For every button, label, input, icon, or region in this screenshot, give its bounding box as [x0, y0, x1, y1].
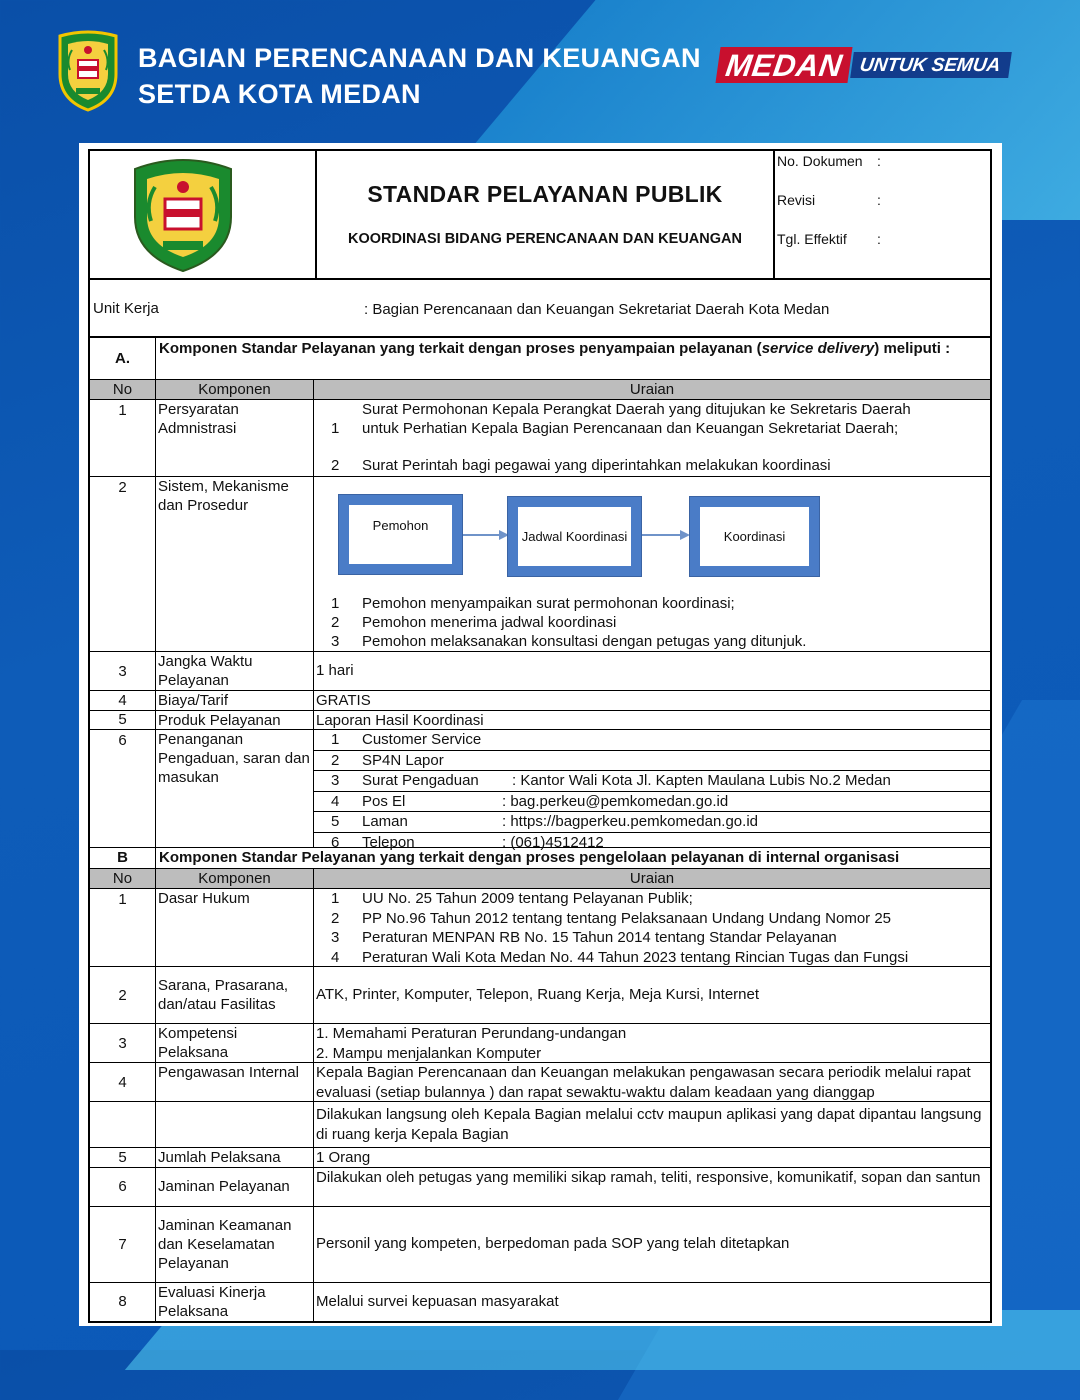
header-title-line2: SETDA KOTA MEDAN [138, 79, 421, 109]
table-row: 3 Jangka Waktu Pelayanan 1 hari [90, 652, 990, 691]
legal-basis-list: 1 UU No. 25 Tahun 2009 tentang Pelayanan Publik; 2 PP No.96 Tahun 2012 tentang tentang Pelaksanaan Undang Undang Nomor 25 3 Peraturan MENPAN RB No. 15 Tahun 2014 tentang Standar Pelayanan 4 Peraturan Wali Kota Medan No. 44 Tahun 2023 tentang Rincian Tugas dan Fungsi [331, 890, 909, 966]
website-link: : https://bagperkeu.pemkomedan.go.id [502, 813, 758, 830]
list-item: 3 Surat Pengaduan : Kantor Wali Kota Jl. Kapten Maulana Lubis No.2 Medan [314, 771, 990, 792]
flowchart-cell: Pemohon Jadwal Koordinasi Koordinasi 1 Pemohon menyampaikan surat permohonan koordinasi; 2 Pemohon menerima jadwal koordinasi 3 Pemohon melaksanakan konsultasi dengan petugas yang ditunjuk. [314, 477, 990, 651]
column-no: No [90, 380, 156, 399]
list-item: 1 Customer Service [314, 730, 990, 751]
section-a-column-header [90, 380, 990, 400]
list-item: 2 SP4N Lapor [314, 751, 990, 772]
flow-step-koordinasi: Koordinasi [689, 496, 820, 577]
document-title-cell [317, 151, 775, 278]
flow-step-pemohon: Pemohon [338, 494, 463, 575]
unit-kerja-value: : Bagian Perencanaan dan Keuangan Sekretariat Daerah Kota Medan [364, 301, 830, 318]
unit-kerja-row [90, 280, 990, 338]
kota-medan-crest-icon [54, 30, 122, 112]
list-item: 4 Pos El : bag.perkeu@pemkomedan.go.id [314, 792, 990, 813]
table-row: 8 Evaluasi Kinerja Pelaksana Melalui survei kepuasan masyarakat [90, 1283, 990, 1321]
list-item: 5 Laman : https://bagperkeu.pemkomedan.go.id [314, 812, 990, 833]
document-subtitle: KOORDINASI BIDANG PERENCANAAN DAN KEUANGAN [348, 231, 742, 247]
document-paper [79, 143, 1002, 1326]
list-item: 6 Telepon : (061)4512412 [331, 833, 604, 851]
meta-no-dokumen: No. Dokumen : [777, 153, 881, 169]
table-row: 7 Jaminan Keamanan dan Keselamatan Pelayanan Personil yang kompeten, berpedoman pada SOP yang telah ditetapkan [90, 1207, 990, 1283]
document-header [90, 151, 990, 280]
table-row: Dilakukan langsung oleh Kepala Bagian melalui cctv maupun aplikasi yang dapat dipantau langsung di ruang kerja Kepala Bagian [90, 1102, 990, 1148]
document-title: STANDAR PELAYANAN PUBLIK [367, 181, 723, 207]
table-row: 1 Persyaratan Admnistrasi Surat Permohonan Kepala Perangkat Daerah yang ditujukan ke Sekretaris Daerah 1 untuk Perhatian Kepala Bagian Perencanaan dan Keuangan Sekretariat Daerah; 2 Surat Perintah bagi pegawai yang diperintahkan melakukan koordinasi [90, 400, 990, 477]
column-uraian: Uraian [629, 381, 675, 398]
table-row: 6 Jaminan Pelayanan Dilakukan oleh petugas yang memiliki sikap ramah, teliti, responsive, komunikatif, sopan dan santun [90, 1168, 990, 1207]
meta-tgl-efektif: Tgl. Effektif : [777, 231, 881, 247]
email-link: : bag.perkeu@pemkomedan.go.id [502, 792, 729, 810]
column-komponen: Komponen [156, 869, 314, 888]
arrow-right-icon [463, 528, 509, 542]
table-row: 6 Penanganan Pengaduan, saran dan masukan 1 Customer Service 2 SP4N Lapor 3 Surat Pengaduan : Kantor Wali Kota Jl. Kapten Maulana Lubis No.2 Medan 4 Pos El : bag.perkeu@pemkomedan.go.id 5 Laman : https://bagperkeu.pemkomedan.go.id 6 Telepon : (061)4512412 [90, 730, 990, 848]
section-a-header [90, 338, 990, 380]
column-uraian: Uraian [629, 870, 675, 887]
section-a-letter: A. [90, 338, 156, 379]
section-b-column-header [90, 869, 990, 889]
section-b-title: Komponen Standar Pelayanan yang terkait dengan proses pengelolaan pelayanan di internal organisasi [159, 849, 900, 866]
kota-medan-crest-icon [127, 155, 239, 273]
flow-step-jadwal: Jadwal Koordinasi [507, 496, 642, 577]
table-row: 2 Sarana, Prasarana, dan/atau Fasilitas ATK, Printer, Komputer, Telepon, Ruang Kerja, Meja Kursi, Internet [90, 967, 990, 1024]
document-logo-cell [90, 151, 317, 278]
meta-revisi: Revisi : [777, 192, 881, 208]
table-row: 5 Jumlah Pelaksana 1 Orang [90, 1148, 990, 1168]
document-meta-cell [775, 151, 990, 278]
brand-main: MEDAN [715, 47, 852, 83]
table-row: 3 Kompetensi Pelaksana 1. Memahami Peraturan Perundang-undangan 2. Mampu menjalankan Komputer [90, 1024, 990, 1063]
column-komponen: Komponen [156, 380, 314, 399]
section-b-letter: B [90, 848, 156, 868]
complaint-channels [314, 730, 990, 851]
column-no: No [90, 869, 156, 888]
table-row: 5 Produk Pelayanan Laporan Hasil Koordinasi [90, 711, 990, 731]
table-row: 4 Biaya/Tarif GRATIS [90, 691, 990, 711]
service-standard-table [88, 149, 992, 1323]
medan-brand-logo [718, 47, 1011, 83]
table-row: 1 Dasar Hukum 1 UU No. 25 Tahun 2009 tentang Pelayanan Publik; 2 PP No.96 Tahun 2012 tentang tentang Pelaksanaan Undang Undang Nomor 25 3 Peraturan MENPAN RB No. 15 Tahun 2014 tentang Standar Pelayanan 4 Peraturan Wali Kota Medan No. 44 Tahun 2023 tentang Rincian Tugas dan Fungsi [90, 889, 990, 967]
section-a-title: Komponen Standar Pelayanan yang terkait dengan proses penyampaian pelayanan (service delivery) meliputi : [159, 340, 951, 357]
header-title-line1: BAGIAN PERENCANAAN DAN KEUANGAN [138, 43, 701, 73]
unit-kerja-label: Unit Kerja [93, 300, 159, 317]
brand-tagline: UNTUK SEMUA [850, 52, 1012, 78]
header-title [138, 40, 701, 112]
arrow-right-icon [642, 528, 690, 542]
table-row: 2 Sistem, Mekanisme dan Prosedur Pemohon Jadwal Koordinasi Koordinasi 1 Pemohon menyampaikan surat permohonan koordinasi; 2 Pemohon menerima jadwal koordinasi 3 Pemohon melaksanakan konsultasi dengan petugas yang ditunjuk. [90, 477, 990, 652]
table-row: 4 Pengawasan Internal Kepala Bagian Perencanaan dan Keuangan melakukan pengawasan secara periodik melalui rapat evaluasi (setiap bulannya ) dan rapat sewaktu-waktu dalam keadaan yang dianggap [90, 1063, 990, 1102]
